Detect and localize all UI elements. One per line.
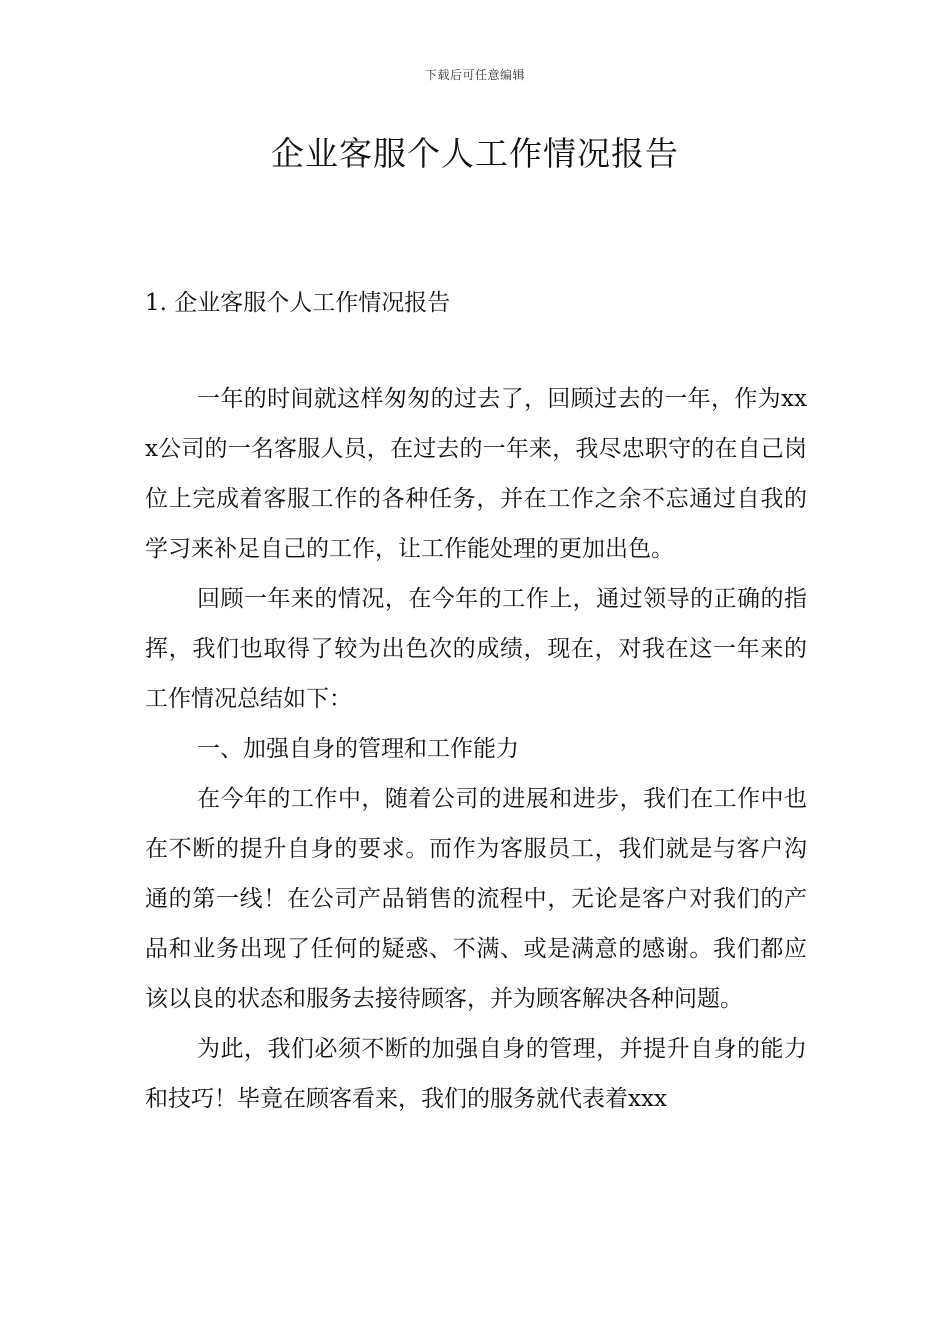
paragraph-improvement: 为此，我们必须不断的加强自身的管理，并提升自身的能力和技巧！毕竟在顾客看来，我们的服务就代表着xxx	[145, 1036, 807, 1112]
paragraph-work: 在今年的工作中，随着公司的进展和进步，我们在工作中也在不断的提升自身的要求。而作为客服员工，我们就是与客户沟通的第一线！在公司产品销售的流程中，无论是客户对我们的产品和业务出现了任何的疑惑、不满、或是满意的感谢。我们都应该以良的状态和服务去接待顾客，并为顾客解决各种问题。	[145, 786, 807, 1012]
paragraph-review: 回顾一年来的情况，在今年的工作上，通过领导的正确的指挥，我们也取得了较为出色次的成绩，现在，对我在这一年来的工作情况总结如下：	[145, 586, 807, 712]
header-note: 下载后可任意编辑	[424, 68, 525, 82]
body-text	[145, 374, 807, 1124]
document-title: 企业客服个人工作情况报告	[271, 134, 679, 173]
section-heading: 1. 企业客服个人工作情况报告	[145, 290, 451, 316]
paragraph-subheading: 一、加强自身的管理和工作能力	[197, 736, 519, 762]
paragraph-intro: 一年的时间就这样匆匆的过去了，回顾过去的一年，作为xxx公司的一名客服人员，在过去的一年来，我尽忠职守的在自己岗位上完成着客服工作的各种任务，并在工作之余不忘通过自我的学习来补足自己的工作，让工作能处理的更加出色。	[145, 386, 807, 562]
